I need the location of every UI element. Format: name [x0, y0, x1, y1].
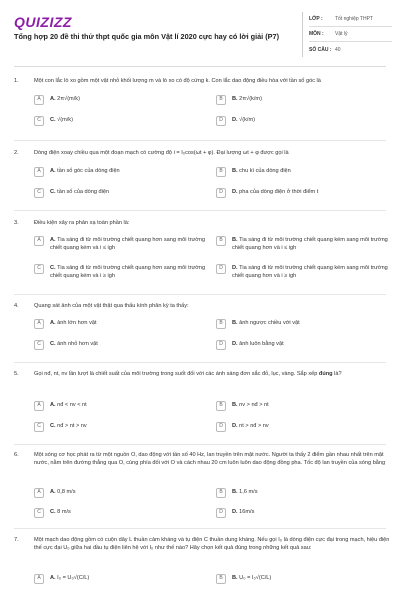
question-text	[34, 371, 392, 379]
option-label: 0,8 m/s	[57, 489, 76, 495]
option-label: 16m/s	[239, 509, 255, 515]
option-prefix: C.	[50, 117, 56, 123]
option-label: Tia sáng đi từ môi trường chiết quang kém sang môi trường chiết quang hơn và i ≤ igh	[232, 237, 388, 251]
question-separator	[14, 210, 386, 211]
option-a[interactable]	[34, 237, 206, 252]
option-letter: A	[34, 488, 44, 498]
option-label: ảnh nhỏ hơn vật	[57, 341, 98, 347]
option-prefix: C.	[50, 509, 56, 515]
option-prefix: B.	[232, 168, 238, 174]
question-text-bold: đúng	[318, 371, 333, 377]
option-b[interactable]	[216, 575, 388, 584]
meta-row-subject	[309, 27, 392, 42]
option-label: chu kì của dòng điện	[239, 168, 291, 174]
question-number: 2.	[14, 150, 19, 156]
option-letter: B	[216, 488, 226, 498]
option-b[interactable]	[216, 237, 388, 252]
option-letter: D	[216, 116, 226, 126]
option-c[interactable]	[34, 265, 206, 280]
option-label: Tia sáng đi từ môi trường chiết quang hơn sang môi trường chiết quang kém và i ≤ igh	[50, 237, 206, 251]
option-prefix: C.	[50, 423, 56, 429]
option-b[interactable]	[216, 168, 388, 177]
option-letter: B	[216, 167, 226, 177]
option-letter: D	[216, 264, 226, 274]
option-d[interactable]	[216, 341, 388, 350]
option-prefix: A.	[50, 489, 56, 495]
question-number: 7.	[14, 537, 19, 543]
option-c[interactable]	[34, 341, 206, 350]
option-prefix: A.	[50, 320, 56, 326]
option-letter: A	[34, 236, 44, 246]
option-prefix: A.	[50, 237, 56, 243]
option-d[interactable]	[216, 189, 388, 198]
option-prefix: D.	[232, 189, 238, 195]
option-prefix: B.	[232, 237, 238, 243]
option-label: pha của dòng điện ở thời điểm t	[239, 189, 319, 195]
option-prefix: B.	[232, 402, 238, 408]
question-separator	[14, 294, 386, 295]
option-prefix: B.	[232, 575, 238, 581]
question-number: 4.	[14, 303, 19, 309]
option-c[interactable]	[34, 189, 206, 198]
question-number: 5.	[14, 371, 19, 377]
option-prefix: B.	[232, 489, 238, 495]
option-letter: C	[34, 422, 44, 432]
question-text: Điều kiện xảy ra phản xạ toàn phần là:	[34, 220, 130, 226]
option-label: nđ > nt > nv	[57, 423, 87, 429]
option-label: √(k/m)	[239, 117, 255, 123]
question-text-main: Gọi nđ, nt, nv lần lượt là chiết suất của môi trường trong suốt đối với các ánh sáng đơn sắc đỏ, lục, vàng. Sắp xếp	[34, 371, 318, 377]
option-letter: A	[34, 401, 44, 411]
quizizz-logo: QUIZIZZ	[14, 14, 72, 30]
option-a[interactable]	[34, 402, 206, 411]
option-prefix: A.	[50, 575, 56, 581]
meta-box	[302, 12, 392, 57]
option-a[interactable]	[34, 168, 206, 177]
option-a[interactable]	[34, 96, 206, 105]
question-separator	[14, 444, 386, 445]
option-letter: C	[34, 264, 44, 274]
question-number: 6.	[14, 452, 19, 458]
option-a[interactable]	[34, 320, 206, 329]
option-letter: C	[34, 116, 44, 126]
option-label: nv > nđ > nt	[239, 402, 269, 408]
option-prefix: A.	[50, 402, 56, 408]
option-prefix: A.	[50, 168, 56, 174]
option-letter: D	[216, 188, 226, 198]
option-prefix: B.	[232, 320, 238, 326]
option-c[interactable]	[34, 117, 206, 126]
question-separator	[14, 362, 386, 363]
option-label: ảnh luôn bằng vật	[239, 341, 284, 347]
option-label: 1,6 m/s	[239, 489, 258, 495]
question-text: Một sóng cơ học phát ra từ một nguồn O, dao động với tần số 40 Hz, lan truyền trên mặt nước. Người ta thấy 2 điểm gần nhau nhất trên mặt nước, nằm trên đường thẳng qua O, cùng phía đối với O và cách nhau 20 cm luôn luôn dao động đồng pha. Tốc độ lan truyền của sóng bằng	[34, 452, 386, 466]
option-d[interactable]	[216, 423, 388, 432]
option-label: 2π√(m/k)	[57, 96, 80, 102]
option-prefix: D.	[232, 423, 238, 429]
option-letter: A	[34, 95, 44, 105]
header-divider	[14, 66, 386, 67]
option-prefix: D.	[232, 117, 238, 123]
option-a[interactable]	[34, 575, 206, 584]
meta-label: MÔN :	[309, 31, 324, 37]
option-d[interactable]	[216, 509, 388, 518]
option-label: ảnh ngược chiều với vật	[239, 320, 300, 326]
option-d[interactable]	[216, 265, 388, 280]
question-text: Một con lắc lò xo gồm một vật nhỏ khối lượng m và lò xo có độ cứng k. Con lắc dao động điều hòa với tần số góc là	[34, 78, 321, 84]
option-letter: D	[216, 508, 226, 518]
option-label: ảnh lớn hơn vật	[57, 320, 97, 326]
option-label: nt > nđ > nv	[239, 423, 269, 429]
meta-value: Tốt nghiệp THPT	[335, 16, 373, 22]
meta-row-class	[309, 12, 392, 27]
option-b[interactable]	[216, 96, 388, 105]
option-letter: B	[216, 574, 226, 584]
option-prefix: B.	[232, 96, 238, 102]
option-letter: A	[34, 319, 44, 329]
option-letter: B	[216, 95, 226, 105]
option-letter: B	[216, 236, 226, 246]
option-c[interactable]	[34, 423, 206, 432]
option-letter: D	[216, 340, 226, 350]
option-letter: A	[34, 167, 44, 177]
option-letter: A	[34, 574, 44, 584]
option-label: tần số góc của dòng điện	[57, 168, 120, 174]
option-letter: C	[34, 188, 44, 198]
question-separator	[14, 140, 386, 141]
option-a[interactable]	[34, 489, 206, 498]
meta-label: SỐ CÂU :	[309, 46, 332, 53]
option-prefix: C.	[50, 189, 56, 195]
option-b[interactable]	[216, 402, 388, 411]
option-prefix: D.	[232, 509, 238, 515]
meta-label: LỚP :	[309, 16, 323, 22]
option-label: √(m/k)	[57, 117, 73, 123]
option-label: nđ < nv < nt	[57, 402, 87, 408]
option-d[interactable]	[216, 117, 388, 126]
option-prefix: D.	[232, 265, 238, 271]
question-text: Dòng điện xoay chiều qua một đoạn mạch có cường độ i = I₀cos(ωt + φ). Đại lượng ωt + φ được gọi là	[34, 150, 289, 156]
question-number: 1.	[14, 78, 19, 84]
option-label: 2π√(k/m)	[239, 96, 262, 102]
question-separator	[14, 528, 386, 529]
option-prefix: A.	[50, 96, 56, 102]
option-letter: B	[216, 401, 226, 411]
question-text-end: là?	[334, 371, 342, 377]
option-prefix: C.	[50, 265, 56, 271]
option-letter: C	[34, 508, 44, 518]
meta-value: Vật lý	[335, 31, 348, 37]
option-label: Tia sáng đi từ môi trường chiết quang hơn sang môi trường chiết quang kém và i ≥ igh	[50, 265, 206, 279]
option-b[interactable]	[216, 320, 388, 329]
option-letter: D	[216, 422, 226, 432]
option-label: tần số của dòng điện	[57, 189, 110, 195]
option-letter: C	[34, 340, 44, 350]
option-letter: B	[216, 319, 226, 329]
question-text: Quang sát ảnh của một vật thật qua thấu kính phân kỳ ta thấy:	[34, 303, 189, 309]
meta-row-count	[309, 42, 392, 57]
option-label: U₀ = I₀√(C/L)	[239, 575, 272, 581]
option-c[interactable]	[34, 509, 206, 518]
option-label: I₀ = U₀√(C/L)	[57, 575, 90, 581]
option-label: Tia sáng đi từ môi trường chiết quang kém sang môi trường chiết quang hơn và i ≥ igh	[232, 265, 388, 279]
document-title: Tổng hợp 20 đề thi thử thpt quốc gia môn Vật lí 2020 cực hay có lời giải (P7)	[14, 32, 280, 41]
option-prefix: D.	[232, 341, 238, 347]
question-number: 3.	[14, 220, 19, 226]
question-text: Một mạch dao động gồm có cuộn dây L thuần cảm kháng và tụ điện C thuần dung kháng. Nếu gọi I₀ là dòng điện cực đại trong mạch, hiệu điện thế cực đại U₀ giữa hai đầu tụ điện liên hệ với I₀ như thế nào? Hãy chọn kết quả đúng trong những kết quả sau:	[34, 537, 390, 551]
option-label: 8 m/s	[57, 509, 71, 515]
option-b[interactable]	[216, 489, 388, 498]
meta-value: 40	[335, 46, 341, 53]
option-prefix: C.	[50, 341, 56, 347]
header	[0, 0, 400, 64]
